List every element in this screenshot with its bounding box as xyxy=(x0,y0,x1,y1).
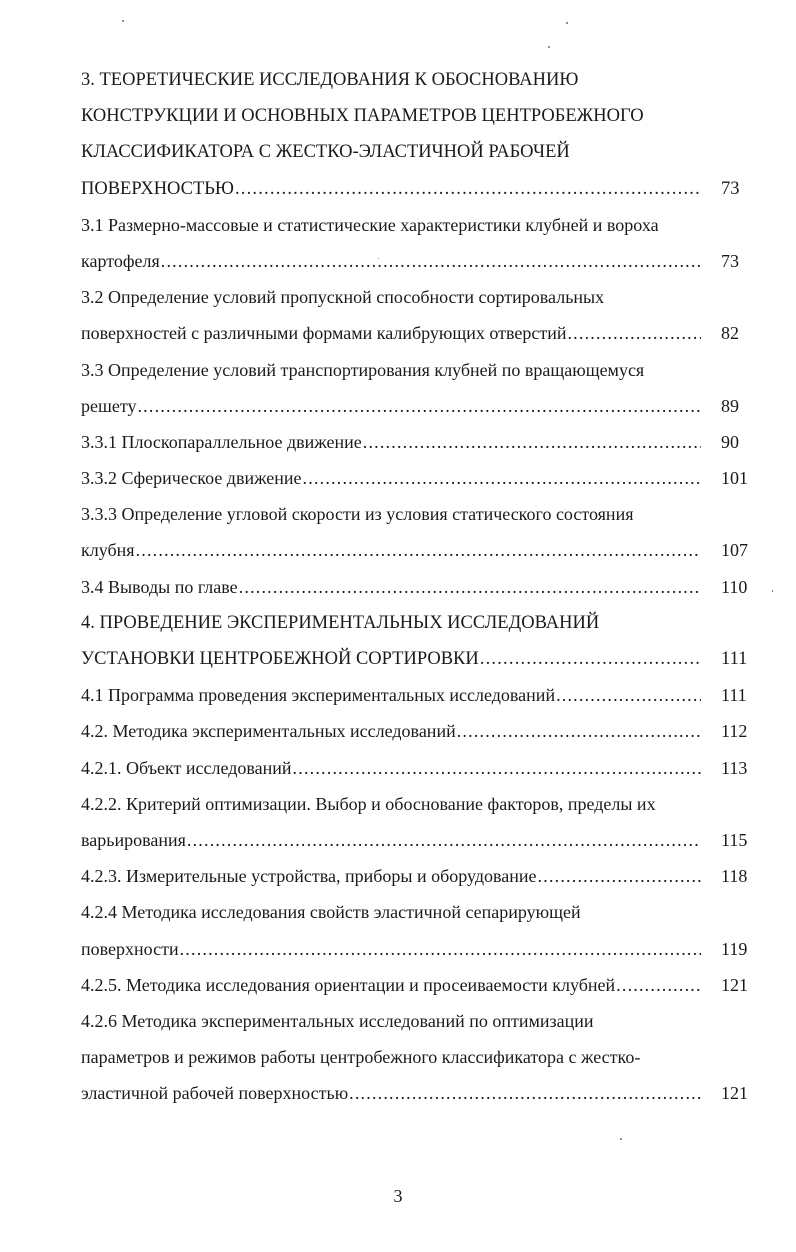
toc-chapter-3-line-1 xyxy=(81,62,759,98)
leader-dots xyxy=(456,713,701,749)
toc-page-number: 111 xyxy=(721,685,747,706)
toc-page-number: 73 xyxy=(721,250,739,271)
toc-page-number: 118 xyxy=(721,866,748,887)
toc-label: картофеля xyxy=(81,250,160,271)
toc-label: эластичной рабочей поверхностью xyxy=(81,1083,349,1104)
toc-chapter-3-line-2 xyxy=(81,98,759,134)
toc-entry-3-1-line-1 xyxy=(81,207,759,243)
toc-entry-3-1 xyxy=(81,243,759,279)
toc-text: 3.2 Определение условий пропускной способности сортировальных xyxy=(81,287,605,308)
toc-page-number: 73 xyxy=(721,178,740,199)
toc-page-number: 119 xyxy=(721,938,748,959)
toc-entry-4-2-6 xyxy=(81,1075,759,1111)
toc-label: решету xyxy=(81,395,137,416)
scan-speck xyxy=(566,22,568,24)
toc-entry-3-3 xyxy=(81,388,759,424)
toc-entry-3-2-line-1 xyxy=(81,279,759,315)
toc-text: КЛАССИФИКАТОРА С ЖЕСТКО-ЭЛАСТИЧНОЙ РАБОЧЕЙ xyxy=(81,142,570,163)
toc-entry-4-2-4-line-1 xyxy=(81,894,759,930)
scan-speck xyxy=(620,1138,622,1140)
toc-text: 3.3.3 Определение угловой скорости из условия статического состояния xyxy=(81,504,634,525)
leader-dots xyxy=(615,967,701,1003)
leader-dots xyxy=(537,858,701,894)
leader-dots xyxy=(186,822,701,858)
toc-text: 4.2.6 Методика экспериментальных исследований по оптимизации xyxy=(81,1010,594,1031)
leader-dots xyxy=(566,315,701,351)
leader-dots xyxy=(160,243,701,279)
scan-speck xyxy=(548,46,550,48)
toc-label: 4.2.5. Методика исследования ориентации и просеиваемости клубней xyxy=(81,974,616,995)
toc-label: 3.4 Выводы по главе xyxy=(81,576,238,597)
toc-entry-4-2-2-line-1 xyxy=(81,786,759,822)
leader-dots xyxy=(238,569,701,605)
toc-label: 4.2. Методика экспериментальных исследований xyxy=(81,721,456,742)
toc-label: 3.3.2 Сферическое движение xyxy=(81,468,302,489)
toc-entry-3-3-3 xyxy=(81,532,759,568)
toc-label: УСТАНОВКИ ЦЕНТРОБЕЖНОЙ СОРТИРОВКИ xyxy=(81,649,479,669)
toc-text: параметров и режимов работы центробежного классификатора с жестко- xyxy=(81,1047,641,1068)
toc-label: поверхности xyxy=(81,938,179,959)
toc-label: 4.1 Программа проведения экспериментальных исследований xyxy=(81,685,556,706)
toc-label: 4.2.3. Измерительные устройства, приборы и оборудование xyxy=(81,866,537,887)
toc-chapter-4-entry xyxy=(81,641,759,677)
toc-page-number: 82 xyxy=(721,323,739,344)
leader-dots xyxy=(302,460,701,496)
toc-entry-3-3-2 xyxy=(81,460,759,496)
toc-entry-4-2-4 xyxy=(81,931,759,967)
toc-page-number: 115 xyxy=(721,829,748,850)
toc-entry-3-4 xyxy=(81,569,759,605)
toc-text: 3. ТЕОРЕТИЧЕСКИЕ ИССЛЕДОВАНИЯ К ОБОСНОВАНИЮ xyxy=(81,70,579,90)
toc-page-number: 90 xyxy=(721,431,739,452)
leader-dots xyxy=(555,677,701,713)
toc-page-number: 89 xyxy=(721,395,739,416)
toc-page-number: 113 xyxy=(721,757,748,778)
toc-text: 3.3 Определение условий транспортирования клубней по вращающемуся xyxy=(81,359,645,380)
toc-label: варьирования xyxy=(81,829,186,850)
toc-page-number: 101 xyxy=(721,468,748,489)
toc-text: 4.2.4 Методика исследования свойств эластичной сепарирующей xyxy=(81,902,581,923)
leader-dots xyxy=(348,1075,701,1111)
scan-speck xyxy=(122,20,124,22)
toc-text: 4.2.2. Критерий оптимизации. Выбор и обоснование факторов, пределы их xyxy=(81,793,656,814)
page-number: 3 xyxy=(393,1186,403,1206)
toc-entry-4-2-3 xyxy=(81,858,759,894)
toc-entry-4-2-1 xyxy=(81,750,759,786)
leader-dots xyxy=(479,641,701,677)
toc-entry-3-3-line-1 xyxy=(81,352,759,388)
toc-entry-4-2-2 xyxy=(81,822,759,858)
leader-dots xyxy=(292,750,701,786)
toc-page-number: 110 xyxy=(721,576,748,597)
toc-label: ПОВЕРХНОСТЬЮ xyxy=(81,178,234,199)
toc-page-number: 121 xyxy=(721,974,748,995)
leader-dots xyxy=(135,532,701,568)
toc-entry-4-2 xyxy=(81,713,759,749)
toc-page-number: 121 xyxy=(721,1083,748,1104)
toc-label: клубня xyxy=(81,540,135,561)
leader-dots xyxy=(362,424,701,460)
leader-dots xyxy=(179,931,701,967)
toc-page-number: 111 xyxy=(721,649,748,669)
toc-label: 3.3.1 Плоскопараллельное движение xyxy=(81,431,362,452)
toc-chapter-4-line-1 xyxy=(81,605,759,641)
toc-page-number: 107 xyxy=(721,540,748,561)
leader-dots xyxy=(136,388,701,424)
leader-dots xyxy=(234,171,701,207)
toc-chapter-3-entry xyxy=(81,171,759,207)
toc-entry-4-1 xyxy=(81,677,759,713)
table-of-contents xyxy=(81,62,759,1111)
scan-speck xyxy=(378,258,379,259)
toc-text: 3.1 Размерно-массовые и статистические характеристики клубней и вороха xyxy=(81,214,659,235)
toc-entry-3-2 xyxy=(81,315,759,351)
toc-label: поверхностей с различными формами калибрующих отверстий xyxy=(81,323,567,344)
toc-entry-3-3-3-line-1 xyxy=(81,496,759,532)
toc-entry-4-2-6-line-2 xyxy=(81,1039,759,1075)
scan-speck xyxy=(772,590,773,592)
toc-entry-4-2-5 xyxy=(81,967,759,1003)
toc-text: КОНСТРУКЦИИ И ОСНОВНЫХ ПАРАМЕТРОВ ЦЕНТРОБЕЖНОГО xyxy=(81,106,644,127)
toc-entry-4-2-6-line-1 xyxy=(81,1003,759,1039)
toc-entry-3-3-1 xyxy=(81,424,759,460)
toc-text: 4. ПРОВЕДЕНИЕ ЭКСПЕРИМЕНТАЛЬНЫХ ИССЛЕДОВАНИЙ xyxy=(81,612,600,633)
toc-page-number: 112 xyxy=(721,721,748,742)
toc-chapter-3-line-3 xyxy=(81,134,759,170)
toc-label: 4.2.1. Объект исследований xyxy=(81,757,292,778)
